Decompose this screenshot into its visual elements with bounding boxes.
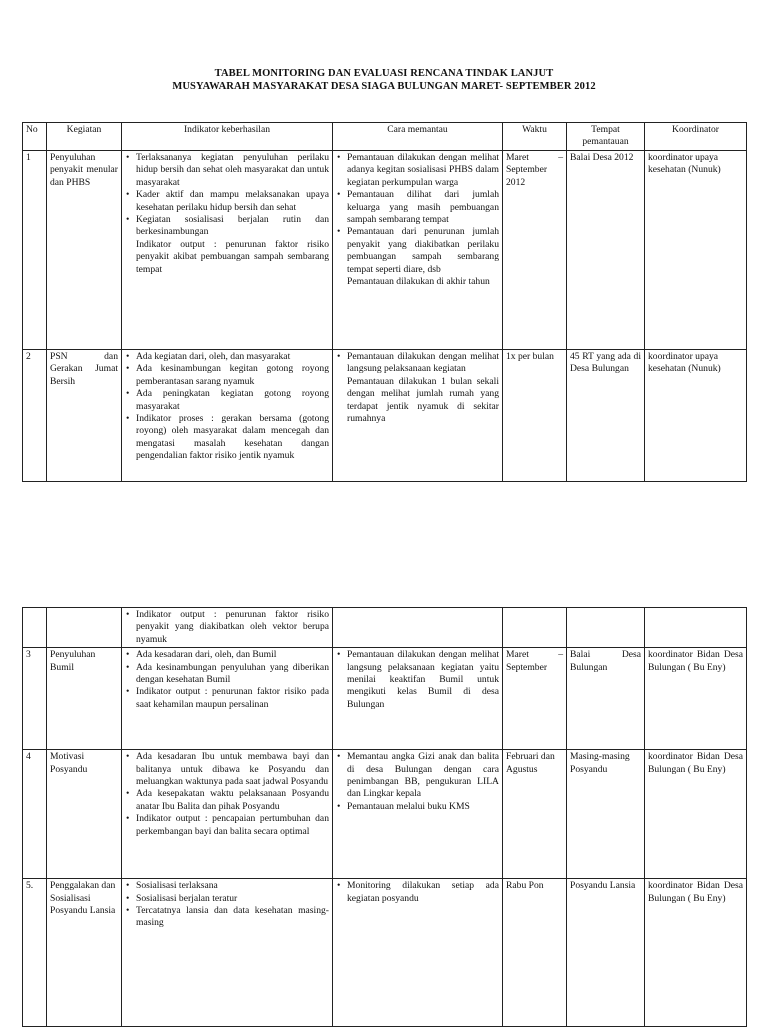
list-item: • Ada kesinambungan penyuluhan yang diberikan dengan kesehatan Bumil xyxy=(136,662,329,687)
row-kegiatan: PSN dan Gerakan Jumat Bersih xyxy=(47,350,122,482)
row-tempat: 45 RT yang ada di Desa Bulungan xyxy=(567,350,645,482)
row-no: 3 xyxy=(23,648,47,750)
list-item: • Indikator proses : gerakan bersama (gotong royong) oleh masyarakat dalam mencegah dan mengatasi masalah kesehatan dangan pengendalian faktor risiko jentik nyamuk xyxy=(136,413,329,463)
row-koordinator: koordinator upaya kesehatan (Nunuk) xyxy=(645,151,747,350)
list-item: • Indikator output : penurunan faktor risiko pada saat kehamilan maupun persalinan xyxy=(136,686,329,711)
row-cara xyxy=(333,350,503,482)
row-no: 2 xyxy=(23,350,47,482)
list-item: • Kegiatan sosialisasi berjalan rutin dan berkesinambungan xyxy=(136,214,329,239)
list-item: • Pemantauan dari penurunan jumlah penyakit yang diakibatkan perilaku pembuangan sampah sembarang tempat seperti diare, dsb xyxy=(347,226,499,276)
row-koordinator: koordinator upaya kesehatan (Nunuk) xyxy=(645,350,747,482)
row-waktu: Februari dan Agustus xyxy=(503,750,567,879)
header-indikator: Indikator keberhasilan xyxy=(122,123,333,151)
monitoring-note: Pemantauan dilakukan di akhir tahun xyxy=(347,276,490,288)
list-item: • Ada kesinambungan kegitan gotong royong pemberantasan sarang nyamuk xyxy=(136,363,329,388)
list-item: • Ada kesadaran dari, oleh, dan Bumil xyxy=(136,649,329,661)
row-indikator xyxy=(122,648,333,750)
list-item: • Pemantauan melalui buku KMS xyxy=(347,801,499,813)
list-item: • Pemantauan dilakukan dengan melihat langsung pelaksanaan kegiatan yaitu menilai keaktifan Bumil untuk mengikuti kelas Bumil di desa Bulungan xyxy=(347,649,499,711)
row-waktu: 1x per bulan xyxy=(503,350,567,482)
list-item: • Ada kegiatan dari, oleh, dan masyarakat xyxy=(136,351,329,363)
header-waktu: Waktu xyxy=(503,123,567,151)
row-cara xyxy=(333,750,503,879)
list-item: • Indikator output : penurunan faktor risiko penyakit yang diakibatkan oleh vektor berupa nyamuk xyxy=(136,609,329,646)
row-indikator xyxy=(122,608,333,648)
list-item: • Ada kesepakatan waktu pelaksanaan Posyandu anatar Ibu Balita dan pihak Posyandu xyxy=(136,788,329,813)
list-item: • Sosialisasi terlaksana xyxy=(136,880,329,892)
row-koordinator: koordinator Bidan Desa Bulungan ( Bu Eny) xyxy=(645,879,747,1027)
row-koordinator: koordinator Bidan Desa Bulungan ( Bu Eny) xyxy=(645,750,747,879)
list-item: • Sosialisasi berjalan teratur xyxy=(136,893,329,905)
list-item: • Ada peningkatan kegiatan gotong royong masyarakat xyxy=(136,388,329,413)
table-row xyxy=(23,750,747,879)
row-cara xyxy=(333,879,503,1027)
indicator-output-note: Indikator output : penurunan faktor risiko penyakit akibat pembuangan sampah sembarang tempat xyxy=(136,238,329,275)
row-waktu: Maret – September 2012 xyxy=(503,151,567,350)
monitoring-note: Pemantauan dilakukan 1 bulan sekali dengan melihat jumlah rumah yang terdapat jentik nyamuk di sekitar rumahnya xyxy=(347,375,499,425)
header-kegiatan: Kegiatan xyxy=(47,123,122,151)
table-row-continuation xyxy=(23,608,747,648)
table-row xyxy=(23,151,747,350)
list-item: • Indikator output : pencapaian pertumbuhan dan perkembangan bayi dan balita secara optimal xyxy=(136,813,329,838)
row-no: 1 xyxy=(23,151,47,350)
row-tempat: Posyandu Lansia xyxy=(567,879,645,1027)
monitoring-table-page-1 xyxy=(22,122,747,482)
monitoring-table-page-2 xyxy=(22,607,747,1027)
row-tempat: Balai Desa 2012 xyxy=(567,151,645,350)
list-item: • Memantau angka Gizi anak dan balita di desa Bulungan dengan cara penimbangan BB, pengukuran LILA dan Lingkar kepala xyxy=(347,751,499,801)
row-cara xyxy=(333,151,503,350)
row-cara xyxy=(333,648,503,750)
list-item: • Monitoring dilakukan setiap ada kegiatan posyandu xyxy=(347,880,499,905)
row-waktu: Maret – September xyxy=(503,648,567,750)
row-kegiatan: Penyuluhan penyakit menular dan PHBS xyxy=(47,151,122,350)
row-kegiatan: Motivasi Posyandu xyxy=(47,750,122,879)
header-koordinator: Koordinator xyxy=(645,123,747,151)
row-tempat: Balai Desa Bulungan xyxy=(567,648,645,750)
row-kegiatan: Penggalakan dan Sosialisasi Posyandu Lansia xyxy=(47,879,122,1027)
row-no: 4 xyxy=(23,750,47,879)
document-title: TABEL MONITORING DAN EVALUASI RENCANA TINDAK LANJUT xyxy=(214,68,554,79)
row-waktu: Rabu Pon xyxy=(503,879,567,1027)
row-indikator xyxy=(122,350,333,482)
list-item: • Terlaksananya kegiatan penyuluhan perilaku hidup bersih dan sehat oleh masyarakat dan untuk masyarakat xyxy=(136,152,329,189)
row-kegiatan: Penyuluhan Bumil xyxy=(47,648,122,750)
row-indikator xyxy=(122,879,333,1027)
list-item: • Ada kesadaran Ibu untuk membawa bayi dan balitanya untuk dibawa ke Posyandu dan meluangkan waktunya pada saat jadwal Posyandu xyxy=(136,751,329,788)
row-koordinator: koordinator Bidan Desa Bulungan ( Bu Eny) xyxy=(645,648,747,750)
table-row xyxy=(23,879,747,1027)
list-item: • Pemantauan dilakukan dengan melihat adanya kegitan sosialisasi PHBS dalam kegiatan perkumpulan warga xyxy=(347,152,499,189)
table-row xyxy=(23,648,747,750)
list-item: • Pemantauan dilakukan dengan melihat langsung pelaksanaan kegiatan xyxy=(347,351,499,376)
list-item: • Kader aktif dan mampu melaksanakan upaya kesehatan perilaku hidup bersih dan sehat xyxy=(136,189,329,214)
document-subtitle: MUSYAWARAH MASYARAKAT DESA SIAGA BULUNGAN MARET- SEPTEMBER 2012 xyxy=(172,81,596,92)
header-no: No xyxy=(23,123,47,151)
row-indikator xyxy=(122,750,333,879)
row-indikator xyxy=(122,151,333,350)
list-item: • Pemantauan dilihat dari jumlah keluarga yang masih pembuangan sampah sembarang tempat xyxy=(347,189,499,226)
table-row xyxy=(23,350,747,482)
header-tempat: Tempat pemantauan xyxy=(567,123,645,151)
list-item: • Tercatatnya lansia dan data kesehatan masing-masing xyxy=(136,905,329,930)
row-no: 5. xyxy=(23,879,47,1027)
header-cara: Cara memantau xyxy=(333,123,503,151)
table-header-row xyxy=(23,123,747,151)
row-tempat: Masing-masing Posyandu xyxy=(567,750,645,879)
